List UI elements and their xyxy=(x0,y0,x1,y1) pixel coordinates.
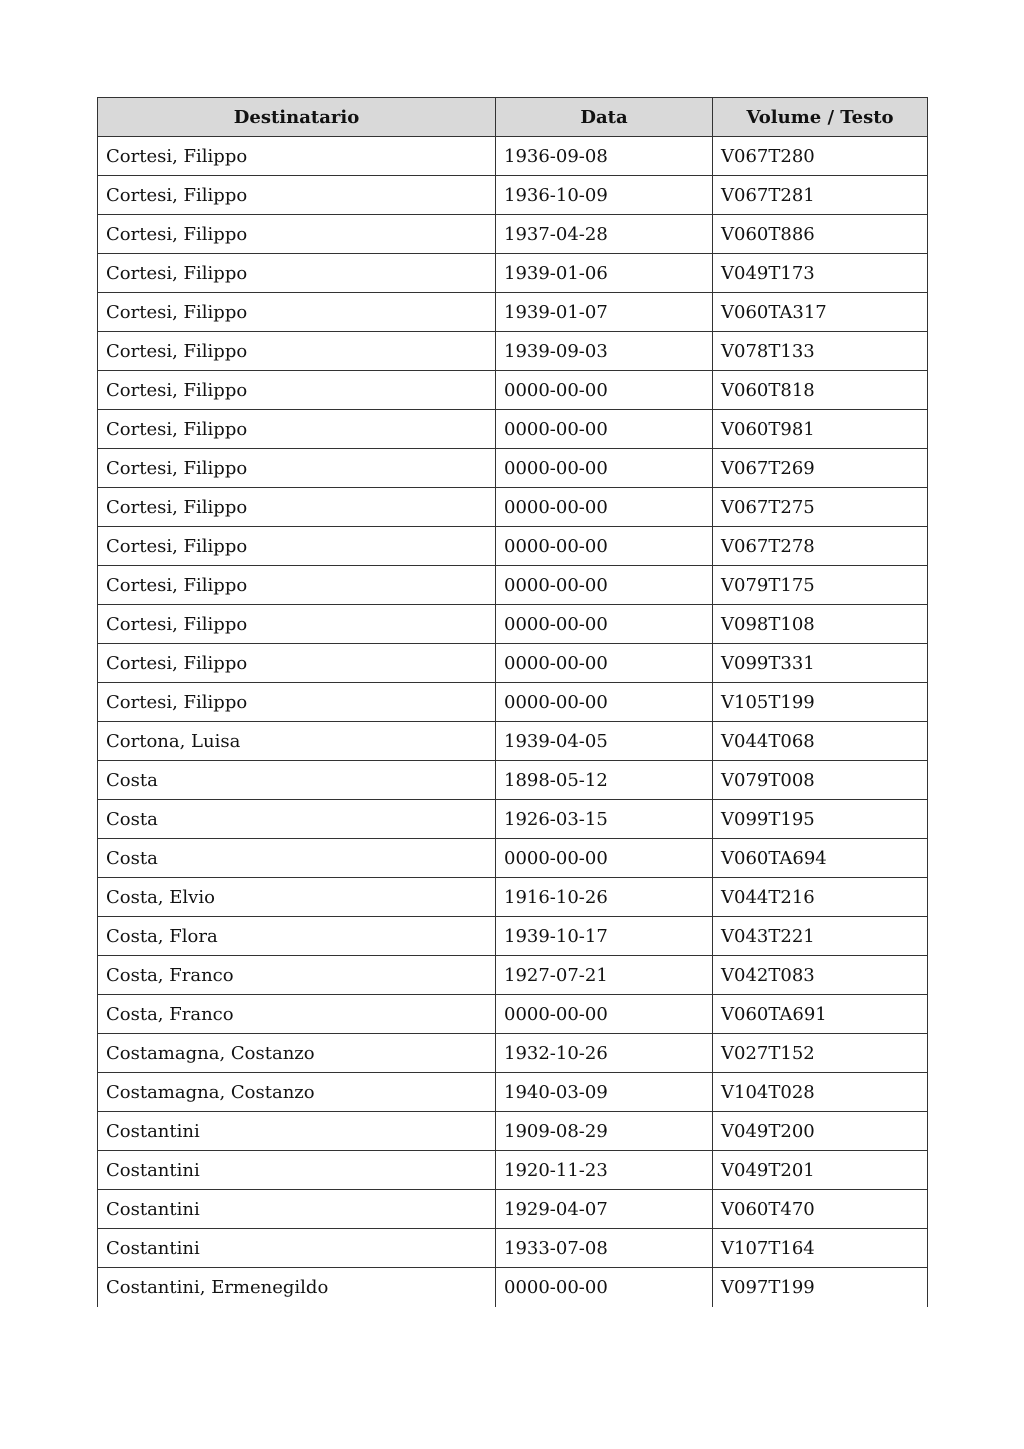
column-header-destinatario: Destinatario xyxy=(98,98,496,137)
cell-data: 1939-04-05 xyxy=(496,722,713,761)
cell-volume-testo: V099T331 xyxy=(713,644,928,683)
table-header xyxy=(98,98,928,137)
cell-destinatario: Cortesi, Filippo xyxy=(98,332,496,371)
cell-data: 0000-00-00 xyxy=(496,410,713,449)
cell-destinatario: Cortesi, Filippo xyxy=(98,176,496,215)
cell-destinatario: Costa, Franco xyxy=(98,956,496,995)
cell-data: 1909-08-29 xyxy=(496,1112,713,1151)
cell-destinatario: Costamagna, Costanzo xyxy=(98,1034,496,1073)
cell-destinatario: Costantini xyxy=(98,1190,496,1229)
table-row xyxy=(98,332,928,371)
cell-data: 1927-07-21 xyxy=(496,956,713,995)
cell-data: 1936-09-08 xyxy=(496,137,713,176)
cell-volume-testo: V042T083 xyxy=(713,956,928,995)
table-row xyxy=(98,644,928,683)
cell-destinatario: Costa xyxy=(98,839,496,878)
cell-data: 0000-00-00 xyxy=(496,566,713,605)
column-header-volume-testo: Volume / Testo xyxy=(713,98,928,137)
cell-volume-testo: V078T133 xyxy=(713,332,928,371)
cell-destinatario: Costa xyxy=(98,761,496,800)
cell-data: 0000-00-00 xyxy=(496,371,713,410)
cell-destinatario: Costa xyxy=(98,800,496,839)
table-body xyxy=(98,137,928,1307)
cell-destinatario: Cortona, Luisa xyxy=(98,722,496,761)
cell-data: 1937-04-28 xyxy=(496,215,713,254)
table-row xyxy=(98,761,928,800)
table-row xyxy=(98,839,928,878)
cell-volume-testo: V079T175 xyxy=(713,566,928,605)
cell-volume-testo: V027T152 xyxy=(713,1034,928,1073)
cell-destinatario: Costa, Franco xyxy=(98,995,496,1034)
cell-data: 1933-07-08 xyxy=(496,1229,713,1268)
cell-destinatario: Cortesi, Filippo xyxy=(98,644,496,683)
cell-destinatario: Costa, Flora xyxy=(98,917,496,956)
cell-data: 0000-00-00 xyxy=(496,488,713,527)
table-row xyxy=(98,722,928,761)
table-row xyxy=(98,371,928,410)
cell-volume-testo: V067T275 xyxy=(713,488,928,527)
cell-data: 0000-00-00 xyxy=(496,995,713,1034)
cell-volume-testo: V060T818 xyxy=(713,371,928,410)
cell-volume-testo: V060T470 xyxy=(713,1190,928,1229)
table-row xyxy=(98,1112,928,1151)
cell-destinatario: Cortesi, Filippo xyxy=(98,410,496,449)
table-row xyxy=(98,488,928,527)
table-row xyxy=(98,683,928,722)
table-row xyxy=(98,293,928,332)
cell-data: 1920-11-23 xyxy=(496,1151,713,1190)
table-row xyxy=(98,956,928,995)
table-row xyxy=(98,800,928,839)
cell-data: 1939-10-17 xyxy=(496,917,713,956)
cell-destinatario: Cortesi, Filippo xyxy=(98,371,496,410)
cell-volume-testo: V097T199 xyxy=(713,1268,928,1307)
cell-volume-testo: V043T221 xyxy=(713,917,928,956)
table-row xyxy=(98,995,928,1034)
cell-destinatario: Costantini xyxy=(98,1151,496,1190)
cell-destinatario: Cortesi, Filippo xyxy=(98,527,496,566)
cell-data: 0000-00-00 xyxy=(496,839,713,878)
cell-destinatario: Cortesi, Filippo xyxy=(98,293,496,332)
table-row xyxy=(98,1034,928,1073)
table-row xyxy=(98,1073,928,1112)
cell-data: 0000-00-00 xyxy=(496,644,713,683)
table-row xyxy=(98,410,928,449)
table-row xyxy=(98,215,928,254)
table-row xyxy=(98,605,928,644)
cell-data: 0000-00-00 xyxy=(496,683,713,722)
cell-data: 1898-05-12 xyxy=(496,761,713,800)
cell-volume-testo: V105T199 xyxy=(713,683,928,722)
cell-destinatario: Costantini xyxy=(98,1112,496,1151)
table-row xyxy=(98,527,928,566)
correspondence-table xyxy=(97,97,928,1307)
cell-destinatario: Cortesi, Filippo xyxy=(98,566,496,605)
cell-destinatario: Cortesi, Filippo xyxy=(98,449,496,488)
cell-volume-testo: V060T981 xyxy=(713,410,928,449)
cell-volume-testo: V060T886 xyxy=(713,215,928,254)
cell-data: 1939-09-03 xyxy=(496,332,713,371)
cell-volume-testo: V067T269 xyxy=(713,449,928,488)
cell-volume-testo: V049T173 xyxy=(713,254,928,293)
cell-volume-testo: V067T281 xyxy=(713,176,928,215)
table-row xyxy=(98,917,928,956)
cell-data: 1916-10-26 xyxy=(496,878,713,917)
cell-volume-testo: V049T200 xyxy=(713,1112,928,1151)
cell-data: 1929-04-07 xyxy=(496,1190,713,1229)
cell-data: 1932-10-26 xyxy=(496,1034,713,1073)
cell-volume-testo: V107T164 xyxy=(713,1229,928,1268)
cell-destinatario: Cortesi, Filippo xyxy=(98,683,496,722)
header-row xyxy=(98,98,928,137)
cell-data: 0000-00-00 xyxy=(496,1268,713,1307)
cell-volume-testo: V049T201 xyxy=(713,1151,928,1190)
cell-destinatario: Cortesi, Filippo xyxy=(98,137,496,176)
cell-volume-testo: V067T280 xyxy=(713,137,928,176)
table-row xyxy=(98,176,928,215)
cell-destinatario: Costa, Elvio xyxy=(98,878,496,917)
cell-destinatario: Cortesi, Filippo xyxy=(98,254,496,293)
cell-destinatario: Cortesi, Filippo xyxy=(98,605,496,644)
table-row xyxy=(98,878,928,917)
cell-volume-testo: V099T195 xyxy=(713,800,928,839)
cell-volume-testo: V098T108 xyxy=(713,605,928,644)
cell-volume-testo: V060TA691 xyxy=(713,995,928,1034)
cell-data: 0000-00-00 xyxy=(496,449,713,488)
table-row xyxy=(98,1229,928,1268)
cell-volume-testo: V044T068 xyxy=(713,722,928,761)
cell-destinatario: Cortesi, Filippo xyxy=(98,215,496,254)
table-row xyxy=(98,449,928,488)
table-row xyxy=(98,1190,928,1229)
cell-destinatario: Costamagna, Costanzo xyxy=(98,1073,496,1112)
table-row xyxy=(98,254,928,293)
cell-data: 1936-10-09 xyxy=(496,176,713,215)
cell-volume-testo: V060TA694 xyxy=(713,839,928,878)
cell-volume-testo: V067T278 xyxy=(713,527,928,566)
cell-volume-testo: V079T008 xyxy=(713,761,928,800)
cell-data: 1926-03-15 xyxy=(496,800,713,839)
table-row xyxy=(98,566,928,605)
cell-data: 1939-01-06 xyxy=(496,254,713,293)
cell-data: 0000-00-00 xyxy=(496,605,713,644)
cell-volume-testo: V044T216 xyxy=(713,878,928,917)
cell-volume-testo: V104T028 xyxy=(713,1073,928,1112)
cell-data: 1940-03-09 xyxy=(496,1073,713,1112)
table-row xyxy=(98,1151,928,1190)
cell-data: 0000-00-00 xyxy=(496,527,713,566)
cell-destinatario: Costantini xyxy=(98,1229,496,1268)
cell-destinatario: Cortesi, Filippo xyxy=(98,488,496,527)
table-row xyxy=(98,137,928,176)
cell-volume-testo: V060TA317 xyxy=(713,293,928,332)
column-header-data: Data xyxy=(496,98,713,137)
table-row xyxy=(98,1268,928,1307)
cell-data: 1939-01-07 xyxy=(496,293,713,332)
cell-destinatario: Costantini, Ermenegildo xyxy=(98,1268,496,1307)
